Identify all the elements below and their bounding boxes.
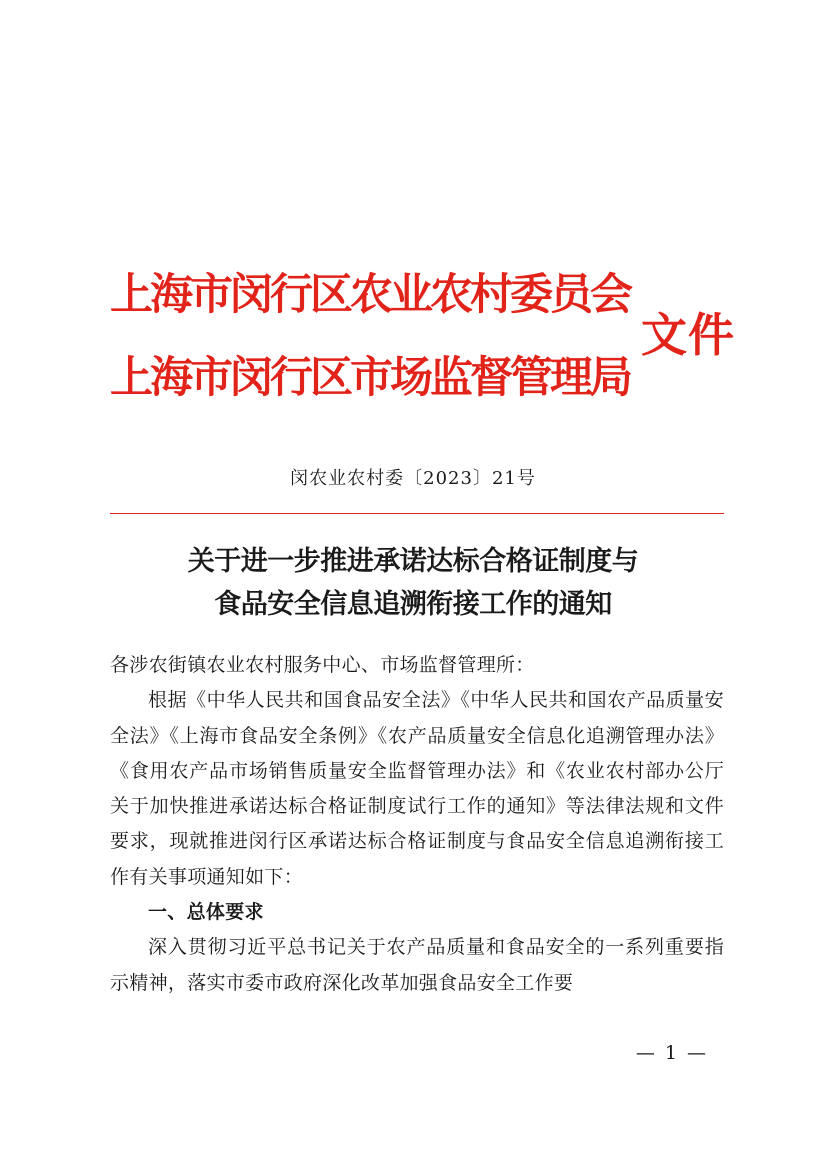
- issuer-line-2: 上海市闵行区市场监督管理局: [110, 353, 630, 403]
- document-number: 闵农业农村委〔2023〕21号: [290, 468, 536, 489]
- body-paragraph: 根据《中华人民共和国食品安全法》《中华人民共和国农产品质量安全法》《上海市食品安全条例》《农产品质量安全信息化追溯管理办法》《食用农产品市场销售质量安全监督管理办法》和《农业农村部办公厅关于加快推进承诺达标合格证制度试行工作的通知》等法律法规和文件要求，现就推进闵行区承诺达标合格证制度与食品安全信息追溯衔接工作有关事项通知如下：: [110, 689, 724, 888]
- document-body: [110, 648, 724, 1001]
- page-number: — 1 —: [635, 1042, 708, 1064]
- notice-title-line-2: 食品安全信息追溯衔接工作的通知: [214, 589, 612, 620]
- red-divider: [110, 513, 724, 514]
- recipients: 各涉农街镇农业农村服务中心、市场监督管理所：: [110, 654, 535, 676]
- notice-title-line-1: 关于进一步推进承诺达标合格证制度与: [187, 546, 639, 577]
- section-heading: 一、总体要求: [148, 901, 264, 924]
- document-type-label: 文件: [641, 308, 735, 362]
- issuer-line-1: 上海市闵行区农业农村委员会: [110, 270, 630, 320]
- body-paragraph: 深入贯彻习近平总书记关于农产品质量和食品安全的一系列重要指示精神，落实市委市政府深化改革加强食品安全工作要: [110, 936, 724, 994]
